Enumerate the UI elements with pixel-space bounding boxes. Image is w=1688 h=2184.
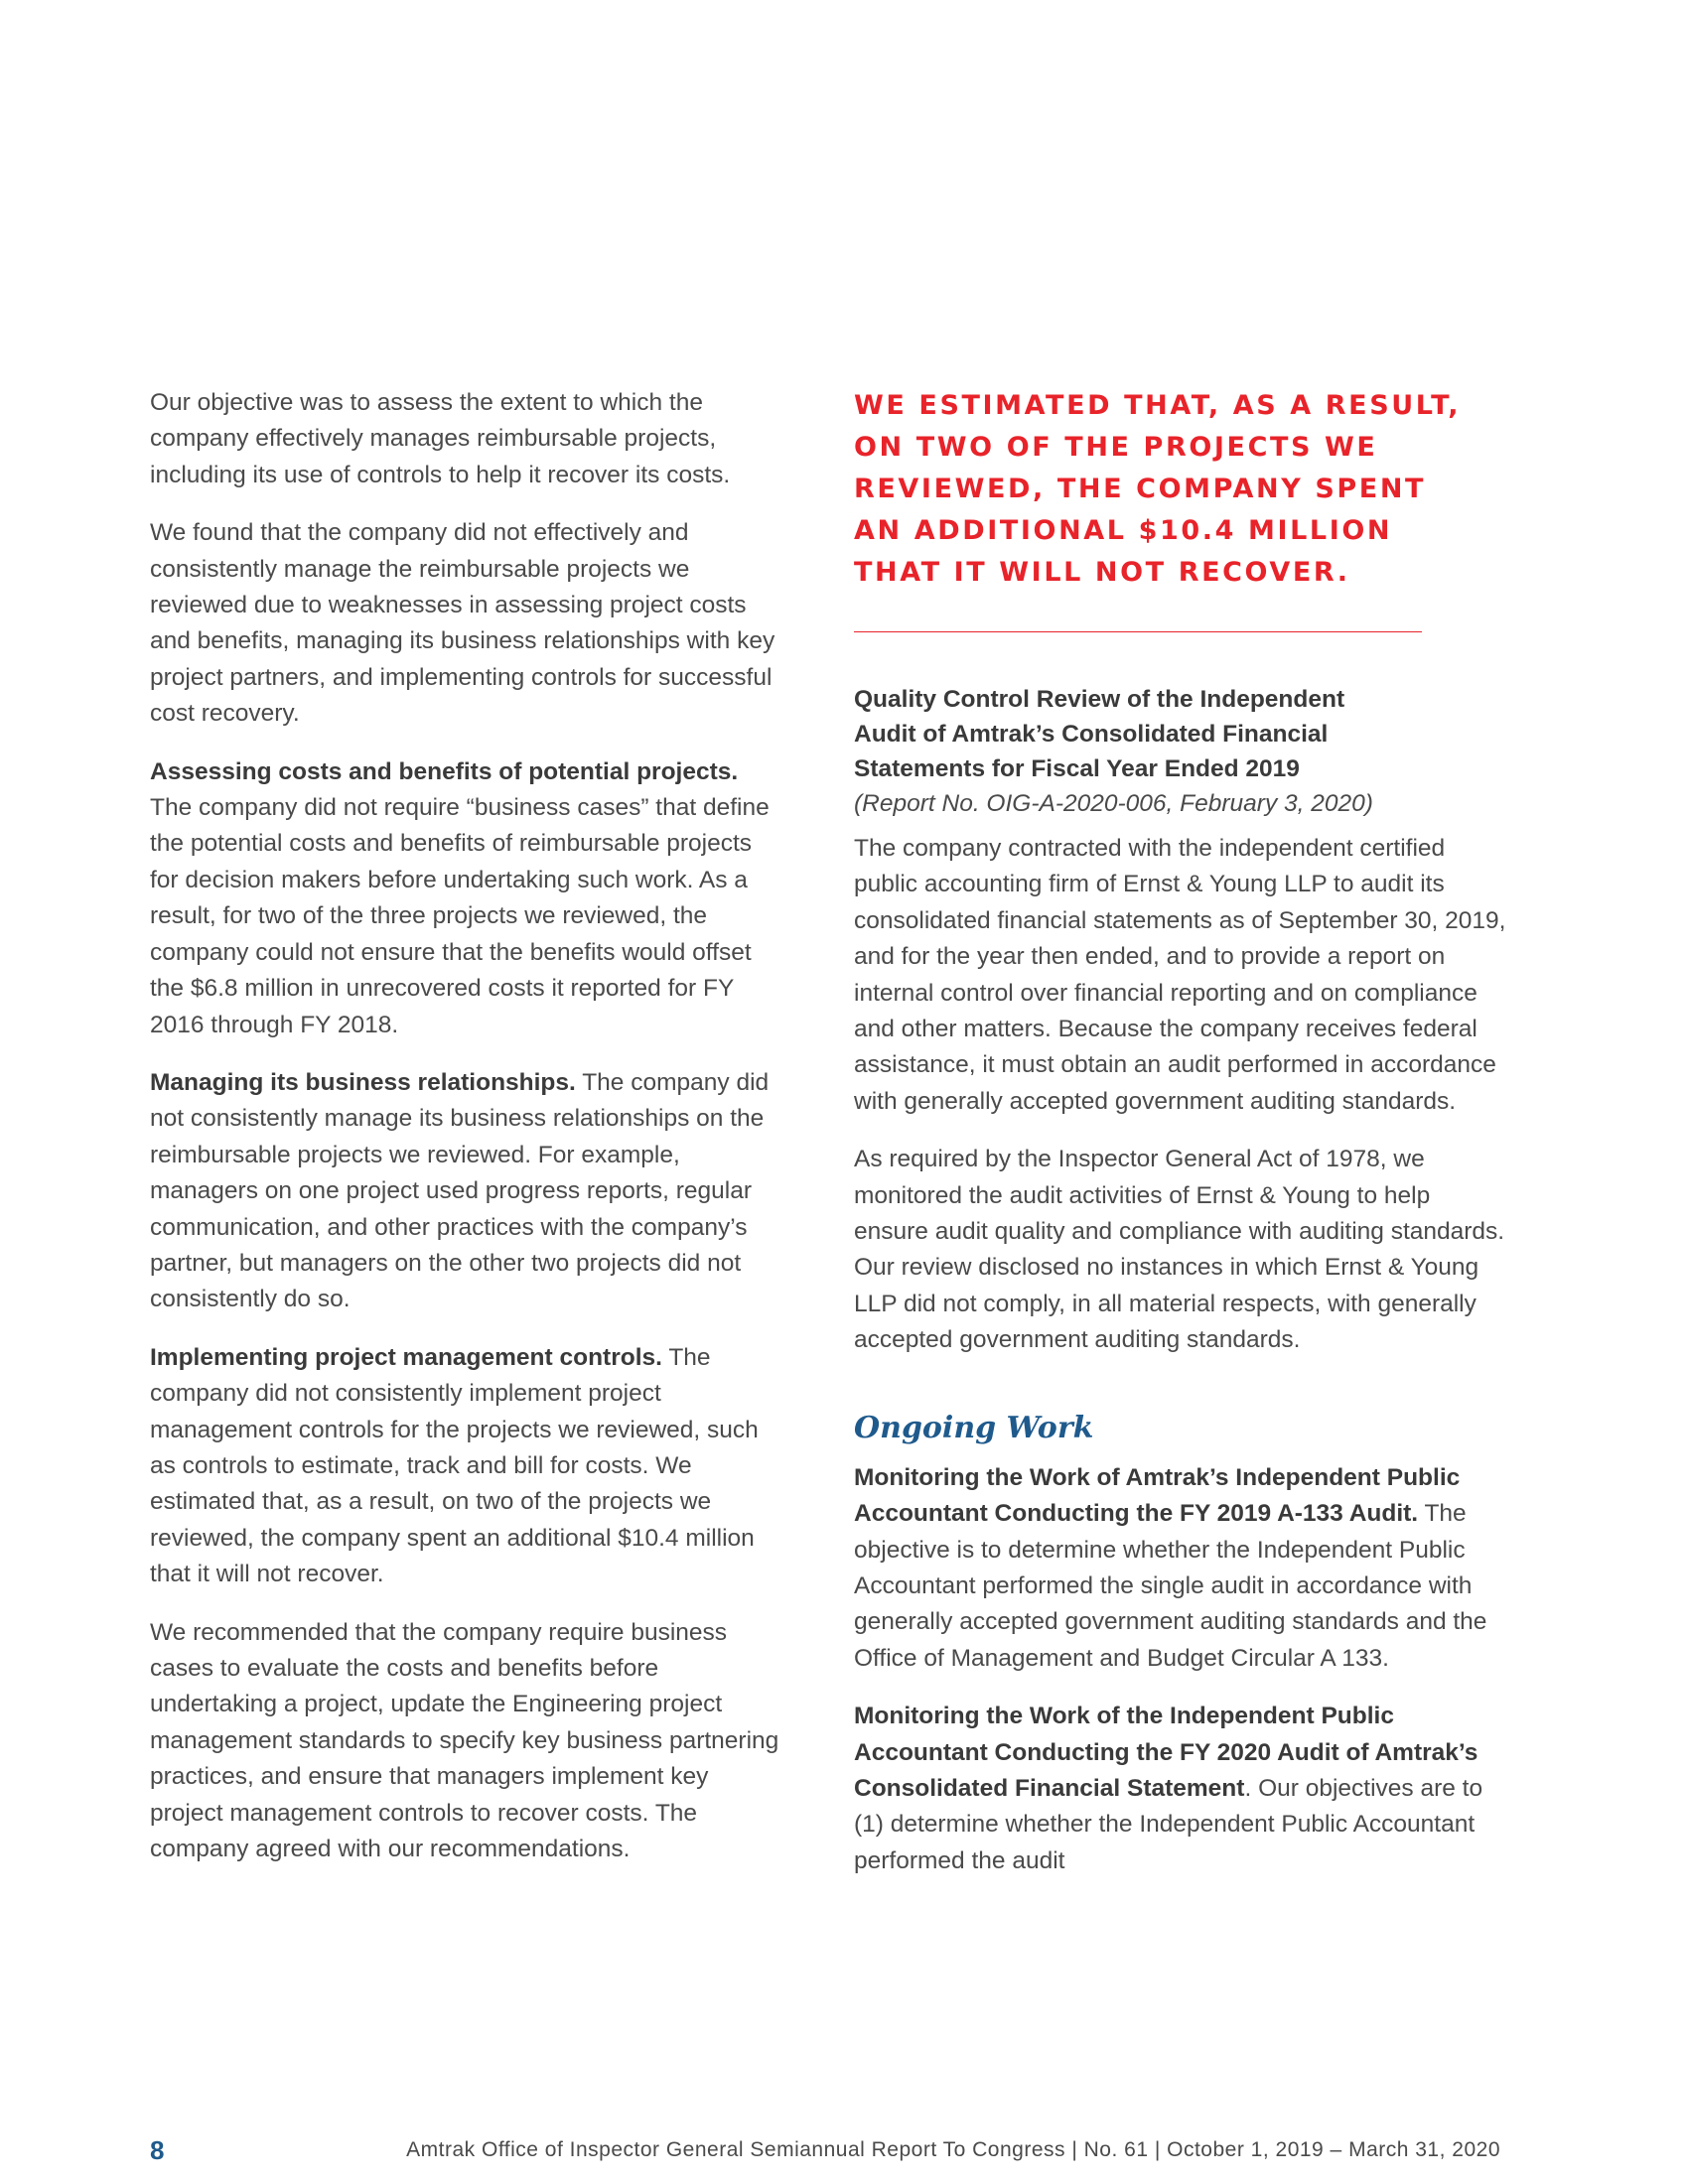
report-title-line: Audit of Amtrak’s Consolidated Financial bbox=[854, 721, 1329, 748]
paragraph-objective: Our objective was to assess the extent to which the company effectively manages reimbursable projects, including its use of controls to help it recover its costs. bbox=[150, 389, 731, 488]
pull-quote-line: THAT IT WILL NOT RECOVER. bbox=[854, 557, 1350, 588]
pull-quote-line: AN ADDITIONAL $10.4 MILLION bbox=[854, 515, 1393, 546]
paragraph-contracted-audit: The company contracted with the independent certified public accounting firm of Ernst & Young LLP to audit its consolidated financial statements as of September 30, 2019, and for the year then ended, and to provide a report on internal control over financial reporting and on compliance and other matters. Because the company receives federal assistance, it must obtain an audit performed in accordance with generally accepted government auditing standards. bbox=[854, 835, 1506, 1115]
paragraph-monitoring-review: As required by the Inspector General Act of 1978, we monitored the audit activities of Ernst & Young to help ensure audit quality and compliance with auditing standards. Our review disclosed no instances in which Ernst & Young LLP did not comply, in all material respects, with generally accepted government auditing standards. bbox=[854, 1146, 1505, 1354]
paragraph-project-controls bbox=[150, 1340, 785, 1593]
pull-quote bbox=[854, 385, 1509, 594]
section-heading-ongoing-work: Ongoing Work bbox=[854, 1410, 1094, 1445]
ongoing-item-a133-audit bbox=[854, 1460, 1509, 1677]
ongoing-item-a133-body: The objective is to determine whether the Independent Public Accountant performed the single audit in accordance with generally accepted government auditing standards and the Office of Management and Budget Circular A 133. bbox=[854, 1500, 1487, 1672]
report-reference: (Report No. OIG-A-2020-006, February 3, 2020) bbox=[854, 790, 1373, 817]
ongoing-item-fy2020-body: Our objectives are to (1) determine whether the Independent Public Accountant performed the audit bbox=[854, 1774, 1483, 1874]
ongoing-item-a133-lead: Monitoring the Work of Amtrak’s Independent Public Accountant Conducting the FY 2019 A-133 Audit. bbox=[854, 1463, 1461, 1528]
report-title bbox=[854, 682, 1509, 786]
paragraph-findings: We found that the company did not effectively and consistently manage the reimbursable projects we reviewed due to weaknesses in assessing project costs and benefits, managing its business relationships with key project partners, and implementing controls for successful cost recovery. bbox=[150, 519, 775, 728]
pull-quote-line: WE ESTIMATED THAT, AS A RESULT, bbox=[854, 390, 1462, 421]
pull-quote-line: REVIEWED, THE COMPANY SPENT bbox=[854, 474, 1427, 504]
paragraph-assessing-costs bbox=[150, 754, 785, 1043]
left-column bbox=[150, 385, 785, 1889]
report-title-line: Statements for Fiscal Year Ended 2019 bbox=[854, 755, 1300, 782]
assessing-costs-body: The company did not require “business cases” that define the potential costs and benefits of reimbursable projects for decision makers before undertaking such work. As a result, for two of the three projects we reviewed, the company could not ensure that the benefits would offset the $6.8 million in unrecovered costs it reported for FY 2016 through FY 2018. bbox=[150, 794, 770, 1038]
paragraph-business-relationships bbox=[150, 1065, 785, 1318]
project-controls-body: The company did not consistently implement project management controls for the projects we reviewed, such as controls to estimate, track and bill for costs. We estimated that, as a result, on two of the projects we reviewed, the company spent an additional $10.4 million that it will not recover. bbox=[150, 1343, 759, 1588]
project-controls-lead: Implementing project management controls. bbox=[150, 1343, 662, 1371]
paragraph-recommendations: We recommended that the company require business cases to evaluate the costs and benefits before undertaking a project, update the Engineering project management standards to specify key business partnering practices, and ensure that managers implement key project management controls to recover costs. The company agreed with our recommendations. bbox=[150, 1618, 779, 1863]
page-number: 8 bbox=[150, 2135, 165, 2165]
report-title-line: Quality Control Review of the Independent bbox=[854, 686, 1345, 713]
pull-quote-line: ON TWO OF THE PROJECTS WE bbox=[854, 432, 1378, 463]
ongoing-item-fy2020-lead: Monitoring the Work of the Independent Public Accountant Conducting the FY 2020 Audit of Amtrak’s Consolidated Financial Statement bbox=[854, 1703, 1478, 1802]
footer-text: Amtrak Office of Inspector General Semiannual Report To Congress | No. 61 | October 1, 2019 – March 31, 2020 bbox=[406, 2138, 1500, 2161]
pull-quote-divider bbox=[854, 631, 1422, 632]
ongoing-item-fy2020-period: . bbox=[1244, 1774, 1252, 1802]
ongoing-item-fy2020-audit bbox=[854, 1699, 1509, 1879]
business-relationships-lead: Managing its business relationships. bbox=[150, 1068, 576, 1096]
business-relationships-body: The company did not consistently manage its business relationships on the reimbursable projects we reviewed. For example, managers on one project used progress reports, regular communication, and other practices with the company’s partner, but managers on the other two projects did not consistently do so. bbox=[150, 1068, 770, 1313]
right-column bbox=[854, 385, 1509, 1901]
page-footer bbox=[150, 2132, 1500, 2168]
assessing-costs-lead: Assessing costs and benefits of potential projects. bbox=[150, 757, 739, 785]
